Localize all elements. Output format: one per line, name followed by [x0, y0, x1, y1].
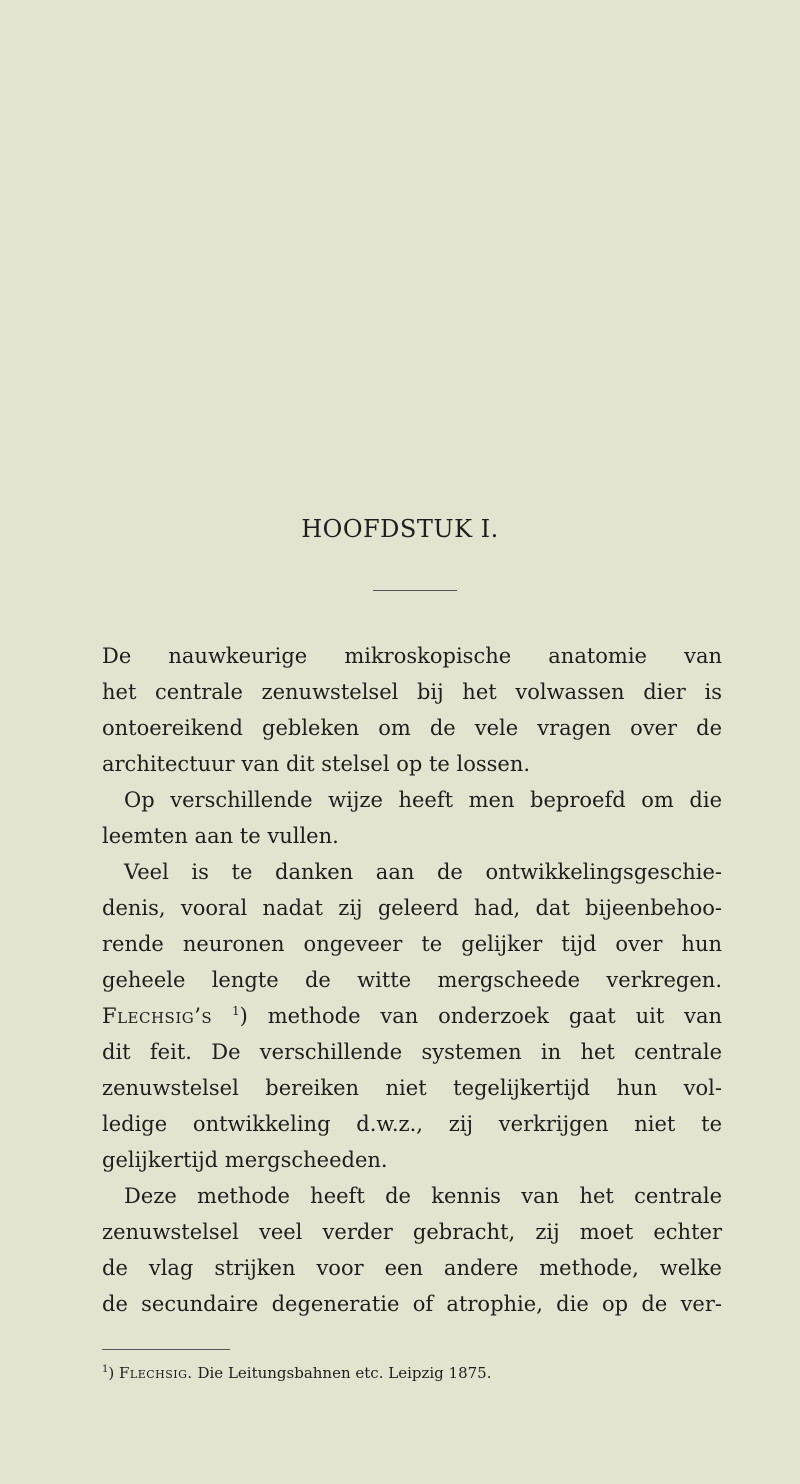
text-line: geheele lengte de witte mergscheede verkregen. [102, 968, 722, 992]
text-line: Op verschillende wijze heeft men beproefd om die [124, 788, 722, 812]
text-line-flechsig: Flechsig’s $^1$) methode van onderzoek gaat uit van [102, 1004, 722, 1028]
text-line: leemten aan te vullen. [102, 824, 339, 848]
text-line-rest: methode van onderzoek gaat uit van [267, 1004, 722, 1028]
footnote: $^1$) Flechsig. Die Leitungsbahnen etc. Leipzig 1875. [102, 1364, 492, 1382]
text-line: de vlag strijken voor een andere methode, welke [102, 1256, 722, 1280]
chapter-heading: HOOFDSTUK I. [301, 515, 499, 543]
text-line: Veel is te danken aan de ontwikkelingsgeschie- [124, 860, 722, 884]
footnote-text: Die Leitungsbahnen etc. Leipzig 1875. [197, 1364, 492, 1382]
text-line: De nauwkeurige mikroskopische anatomie van [102, 644, 722, 668]
text-line: de secundaire degeneratie of atrophie, die op de ver- [102, 1292, 722, 1316]
footnote-reference: 1 [232, 1004, 240, 1018]
text-line: rende neuronen ongeveer te gelijker tijd over hun [102, 932, 722, 956]
text-line: zenuwstelsel bereiken niet tegelijkertijd hun vol- [102, 1076, 722, 1100]
heading-rule [373, 590, 457, 591]
footnote-author: Flechsig. [119, 1364, 193, 1382]
text-line: gelijkertijd mergscheeden. [102, 1148, 388, 1172]
text-line: architectuur van dit stelsel op te lossen. [102, 752, 531, 776]
text-line: zenuwstelsel veel verder gebracht, zij moet echter [102, 1220, 722, 1244]
text-line: ledige ontwikkeling d.w.z., zij verkrijgen niet te [102, 1112, 722, 1136]
footnote-rule [102, 1349, 230, 1350]
author-name: Flechsig’s [102, 1004, 213, 1028]
text-line: ontoereikend gebleken om de vele vragen over de [102, 716, 722, 740]
text-line: denis, vooral nadat zij geleerd had, dat bijeenbehoo- [102, 896, 722, 920]
body-text [102, 638, 722, 1322]
text-line: het centrale zenuwstelsel bij het volwassen dier is [102, 680, 722, 704]
text-line: Deze methode heeft de kennis van het centrale [124, 1184, 722, 1208]
footnote-marker: 1 [102, 1364, 109, 1375]
text-line: dit feit. De verschillende systemen in het centrale [102, 1040, 722, 1064]
